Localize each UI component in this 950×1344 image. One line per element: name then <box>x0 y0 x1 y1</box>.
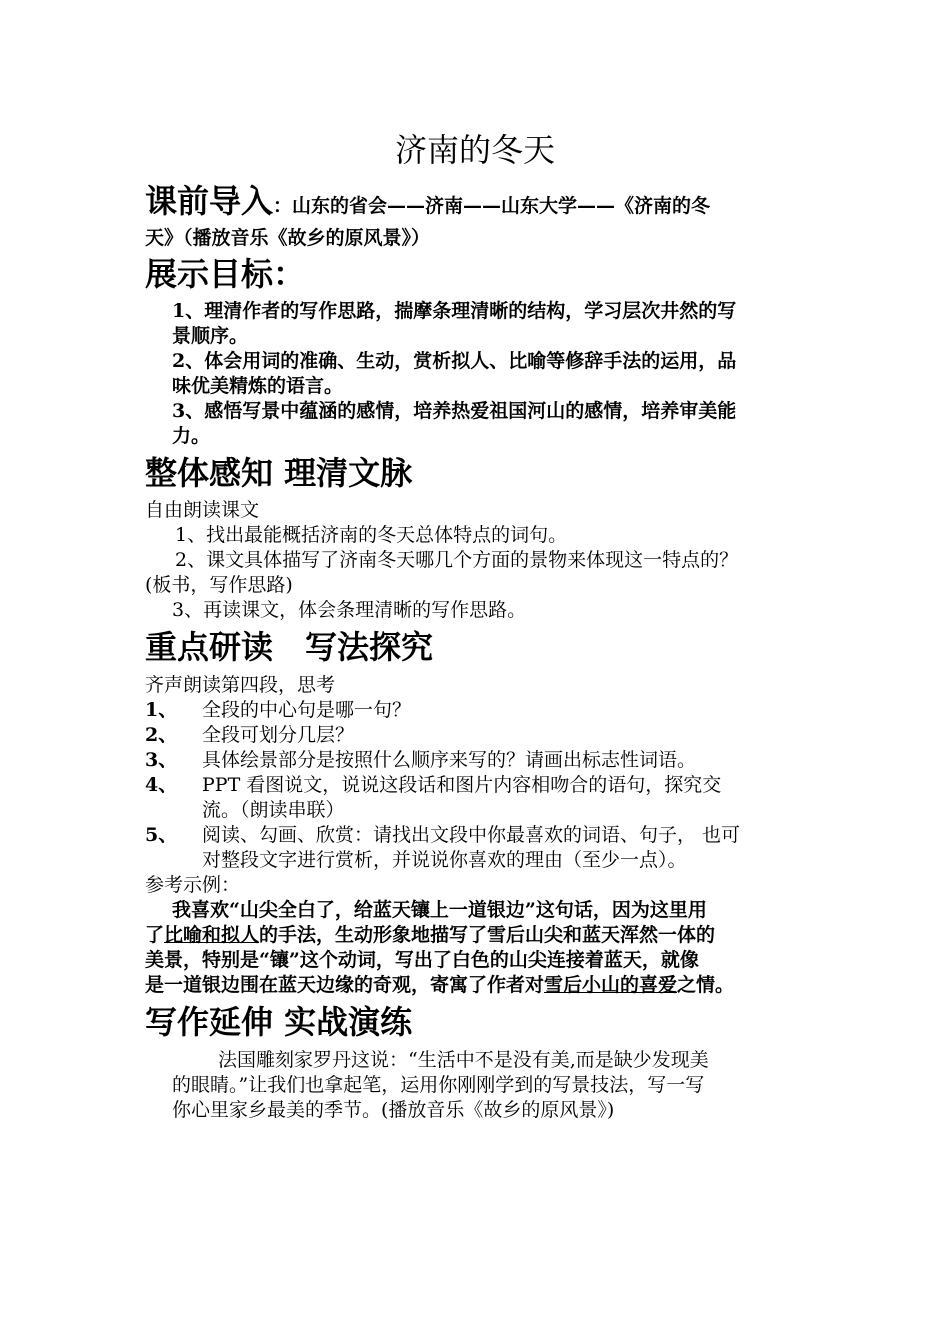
example-line-3: 美景，特别是“镶”这个动词，写出了白色的山尖连接着蓝天，就像 <box>145 949 699 971</box>
intro-text-2: 天》（播放音乐《故乡的原风景》） <box>145 227 431 249</box>
goal-3-line-1: 3、感悟写景中蕴涵的感情，培养热爱祖国河山的感情，培养审美能 <box>172 400 737 422</box>
goal-3-line-2: 力。 <box>172 425 211 447</box>
example-line-2-b: 的手法，生动形象地描写了雪后山尖和蓝天浑然一体的 <box>259 924 716 946</box>
focus-item-2-num: 2、 <box>145 724 178 746</box>
intro-heading: 课前导入 <box>145 182 274 220</box>
goal-1-line-2: 景顺序。 <box>172 325 249 347</box>
example-line-2 <box>145 922 715 948</box>
focus-heading: 重点研读 写法探究 <box>145 628 434 666</box>
focus-item-1-num: 1、 <box>145 699 178 721</box>
example-line-4 <box>145 972 734 998</box>
overview-lead: 自由朗读课文 <box>145 499 260 521</box>
example-label: 参考示例： <box>145 874 241 896</box>
intro-heading-line <box>145 180 710 227</box>
doc-title: 济南的冬天 <box>394 131 555 169</box>
overview-heading: 整体感知 理清文脉 <box>145 454 413 492</box>
goal-1-line-1: 1、理清作者的写作思路，揣摩条理清晰的结构，学习层次井然的写 <box>172 300 737 322</box>
focus-item-5-cont: 对整段文字进行赏析，并说说你喜欢的理由（至少一点）。 <box>202 849 687 871</box>
overview-question-2: 2、课文具体描写了济南冬天哪几个方面的景物来体现这一特点的？ <box>175 549 739 571</box>
example-line-2-a: 了 <box>145 924 165 946</box>
focus-item-2: 全段可划分几层？ <box>202 724 355 746</box>
focus-item-3-num: 3、 <box>145 749 178 771</box>
focus-item-4-num: 4、 <box>145 774 178 796</box>
focus-item-5-num: 5、 <box>145 824 178 846</box>
writing-heading: 写作延伸 实战演练 <box>145 1003 413 1041</box>
focus-item-1: 全段的中心句是哪一句？ <box>202 699 412 721</box>
example-line-1: 我喜欢“山尖全白了，给蓝天镶上一道银边”这句话，因为这里用 <box>172 899 707 921</box>
goal-2-line-1: 2、体会用词的准确、生动，赏析拟人、比喻等修辞手法的运用，品 <box>172 350 737 372</box>
focus-lead: 齐声朗读第四段，思考 <box>145 674 336 696</box>
writing-line-2: 的眼睛。”让我们也拿起笔，运用你刚刚学到的写景技法，写一写 <box>172 1074 705 1096</box>
focus-item-4-cont: 流。（朗读串联） <box>202 799 345 821</box>
example-underline-emotion: 雪后小山的喜爱 <box>544 974 678 996</box>
overview-question-3: 3、再读课文，体会条理清晰的写作思路。 <box>172 599 527 621</box>
overview-question-2-note: (板书，写作思路) <box>145 574 293 596</box>
example-underline-rhetoric: 比喻和拟人 <box>164 924 260 946</box>
goals-heading: 展示目标： <box>145 255 306 293</box>
focus-item-3: 具体绘景部分是按照什么顺序来写的？请画出标志性词语。 <box>202 749 697 771</box>
writing-line-1: 法国雕刻家罗丹这说：“生活中不是没有美,而是缺少发现美 <box>218 1049 709 1071</box>
intro-text-1: 山东的省会——济南——山东大学——《济南的冬 <box>292 195 711 217</box>
intro-colon: ： <box>273 195 293 217</box>
focus-item-4: PPT 看图说文，说说这段话和图片内容相吻合的语句，探究交 <box>202 774 722 796</box>
focus-item-5: 阅读、勾画、欣赏：请找出文段中你最喜欢的词语、句子， 也可 <box>202 824 741 846</box>
goal-2-line-2: 味优美精炼的语言。 <box>172 375 344 397</box>
example-line-4-a: 是一道银边围在蓝天边缘的奇观，寄寓了作者对 <box>145 974 545 996</box>
example-line-4-b: 之情。 <box>677 974 735 996</box>
overview-question-1: 1、找出最能概括济南的冬天总体特点的词句。 <box>175 524 568 546</box>
writing-line-3: 你心里家乡最美的季节。(播放音乐《故乡的原风景》) <box>172 1099 615 1121</box>
